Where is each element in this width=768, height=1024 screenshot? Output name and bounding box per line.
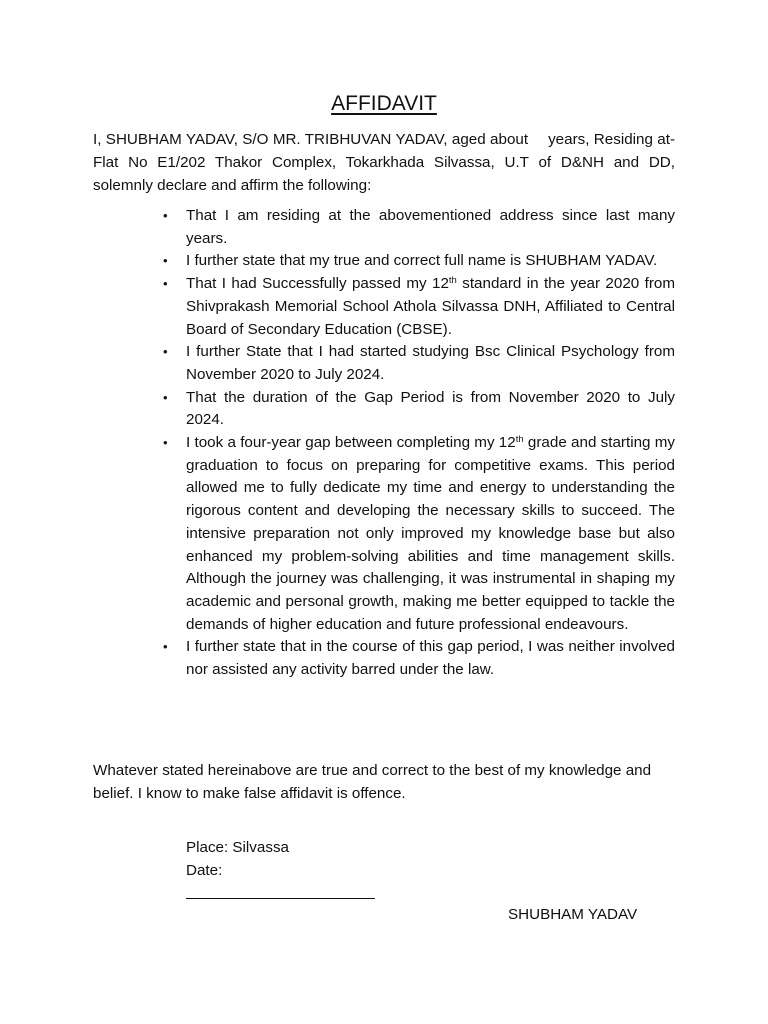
declaration-item <box>163 432 675 636</box>
declaration-text: I further State that I had started studying Bsc Clinical Psychology from November 2020 to July 2024. <box>186 343 675 383</box>
declaration-item <box>163 250 675 273</box>
intro-paragraph <box>93 129 675 197</box>
declaration-text: I further state that in the course of this gap period, I was neither involved nor assisted any activity barred under the law. <box>186 638 675 679</box>
bullet-icon: • <box>163 639 168 655</box>
title-text: AFFIDAVIT <box>331 92 437 115</box>
declaration-text: That I am residing at the abovementioned address since last many years. <box>186 207 675 247</box>
declaration-item <box>163 205 675 250</box>
declaration-text: I further state that my true and correct full name is SHUBHAM YADAV. <box>186 252 658 270</box>
date-line: Date: <box>186 862 223 879</box>
declaration-text-cont: standard in the year 2020 from Shivprakash Memorial School Athola Silvassa DNH, Affiliated to Central Board of Secondary Education (CBSE). <box>186 275 675 338</box>
bullet-icon: • <box>163 276 168 292</box>
bullet-icon: • <box>163 389 168 405</box>
intro-part-1: I, SHUBHAM YADAV, S/O MR. TRIBHUVAN YADAV, aged about <box>93 131 529 148</box>
bullet-icon: • <box>163 208 168 223</box>
declaration-text: I took a four-year gap between completing my 12 <box>186 434 516 452</box>
declaration-text-cont: grade and starting my graduation to focus on preparing for competitive exams. This period allowed me to fully dedicate my time and energy to understanding the rigorous content and developing the necessary skills to succeed. The intensive preparation not only improved my knowledge base but also enhanced my problem-solving abilities and time management skills. Although the journey was challenging, it was instrumental in shaping my academic and personal growth, making me better equipped to tackle the demands of higher education and future professional endeavours. <box>186 434 675 633</box>
declaration-text: That I had Successfully passed my 12 <box>186 275 449 293</box>
bullet-icon: • <box>163 435 168 451</box>
bullet-icon: • <box>163 253 168 269</box>
declaration-item <box>163 387 675 432</box>
signatory-name: SHUBHAM YADAV <box>508 906 638 923</box>
verification-paragraph: Whatever stated hereinabove are true and correct to the best of my knowledge and belief. I know to make false affidavit is offence. <box>93 762 652 802</box>
declaration-item <box>163 636 675 681</box>
bullet-icon: • <box>163 344 168 360</box>
place-line: Place: Silvassa <box>186 839 289 856</box>
intro-part-2: years, Residing at- Flat No E1/202 Thakor Complex, Tokarkhada Silvassa, U.T of D&NH and DD, solemnly declare and affirm the following: <box>93 131 675 194</box>
declaration-text: That the duration of the Gap Period is from November 2020 to July 2024. <box>186 388 675 429</box>
ordinal-suffix: th <box>515 434 524 446</box>
declaration-list <box>163 205 675 682</box>
ordinal-suffix: th <box>448 275 457 287</box>
declaration-item <box>163 341 675 386</box>
signature-line <box>186 898 375 899</box>
declaration-item <box>163 273 675 341</box>
document-title <box>0 91 768 117</box>
